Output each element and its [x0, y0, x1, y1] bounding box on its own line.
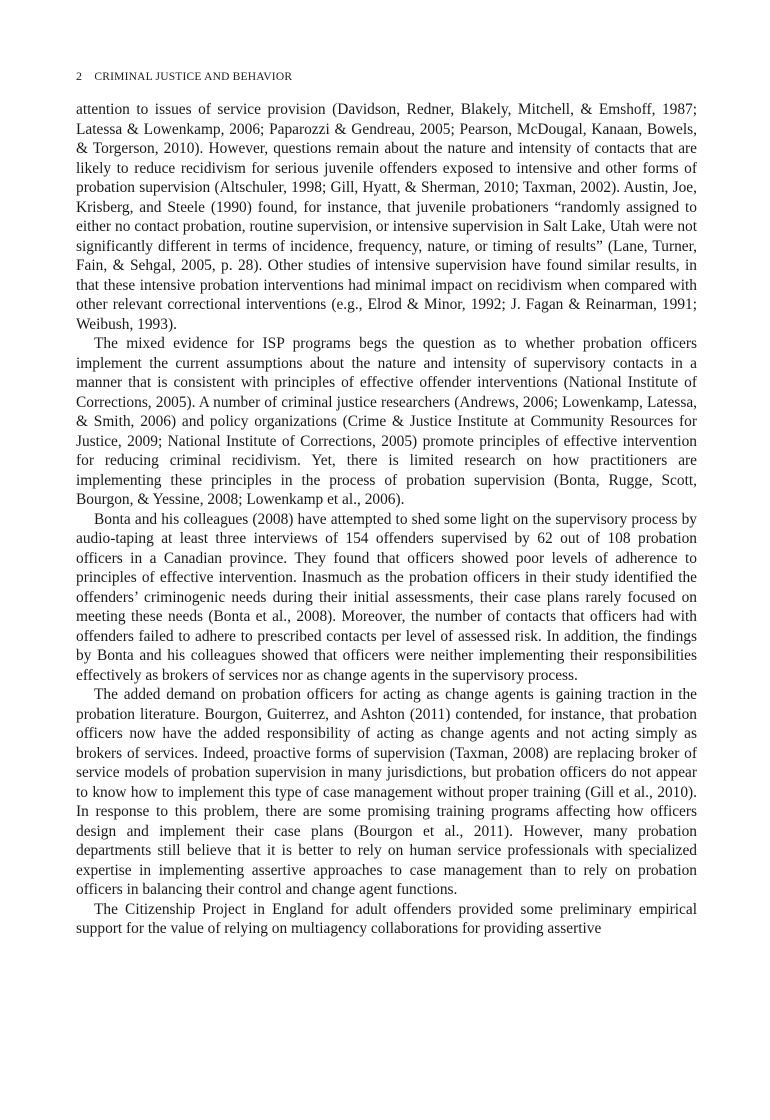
- paragraph-3: Bonta and his colleagues (2008) have attempted to shed some light on the supervisory process by audio-taping at least three interviews of 154 offenders supervised by 62 out of 108 probation officers in a Canadian province. They found that officers showed poor levels of adherence to principles of effective intervention. Inasmuch as the probation officers in their study identified the offenders’ criminogenic needs during their initial assessments, their case plans rarely focused on meeting these needs (Bonta et al., 2008). Moreover, the number of contacts that officers had with offenders failed to adhere to prescribed contacts per level of assessed risk. In addition, the findings by Bonta and his colleagues showed that officers were neither implementing their responsibilities effectively as brokers of services nor as change agents in the supervisory process.: [76, 510, 697, 684]
- journal-title: CRIMINAL JUSTICE AND BEHAVIOR: [94, 71, 293, 83]
- paragraph-2: The mixed evidence for ISP programs begs the question as to whether probation officers implement the current assumptions about the nature and intensity of supervisory contacts in a manner that is consistent with principles of effective offender interventions (National Institute of Corrections, 2005). A number of criminal justice researchers (Andrews, 2006; Lowenkamp, Latessa, & Smith, 2006) and policy organizations (Crime & Justice Institute at Community Resources for Justice, 2009; National Institute of Corrections, 2005) promote principles of effective intervention for reducing criminal recidivism. Yet, there is limited research on how practitioners are implementing these principles in the process of probation supervision (Bonta, Rugge, Scott, Bourgon, & Yessine, 2008; Lowenkamp et al., 2006).: [76, 335, 697, 508]
- body-text: [76, 100, 697, 939]
- paragraph-1: attention to issues of service provision (Davidson, Redner, Blakely, Mitchell, & Emshoff, 1987; Latessa & Lowenkamp, 2006; Paparozzi & Gendreau, 2005; Pearson, McDougal, Kanaan, Bowels, & Torgerson, 2010). However, questions remain about the nature and intensity of contacts that are likely to reduce recidivism for serious juvenile offenders exposed to intensive and other forms of probation supervision (Altschuler, 1998; Gill, Hyatt, & Sherman, 2010; Taxman, 2002). Austin, Joe, Krisberg, and Steele (1990) found, for instance, that juvenile probationers “randomly assigned to either no contact probation, routine supervision, or intensive supervision in Salt Lake, Utah were not significantly different in terms of incidence, frequency, nature, or timing of results” (Lane, Turner, Fain, & Sehgal, 2005, p. 28). Other studies of intensive supervision have found similar results, in that these intensive probation interventions had minimal impact on recidivism when compared with other relevant correctional interventions (e.g., Elrod & Minor, 1992; J. Fagan & Reinarman, 1991; Weibush, 1993).: [76, 101, 697, 333]
- paragraph-4: The added demand on probation officers for acting as change agents is gaining traction in the probation literature. Bourgon, Guiterrez, and Ashton (2011) contended, for instance, that probation officers now have the added responsibility of acting as change agents and not acting simply as brokers of services. Indeed, proactive forms of supervision (Taxman, 2008) are replacing broker of service models of probation supervision in many jurisdictions, but probation officers do not appear to know how to implement this type of case management without proper training (Gill et al., 2010). In response to this problem, there are some promising training programs affecting how officers design and implement their case plans (Bourgon et al., 2011). However, many probation departments still believe that it is better to rely on human service professionals with specialized expertise in implementing assertive approaches to case management than to rely on probation officers in balancing their control and change agent functions.: [76, 686, 697, 898]
- running-header: [76, 69, 292, 84]
- page-number: 2: [76, 69, 83, 83]
- paragraph-5: The Citizenship Project in England for adult offenders provided some preliminary empirical support for the value of relying on multiagency collaborations for providing assertive: [76, 900, 697, 937]
